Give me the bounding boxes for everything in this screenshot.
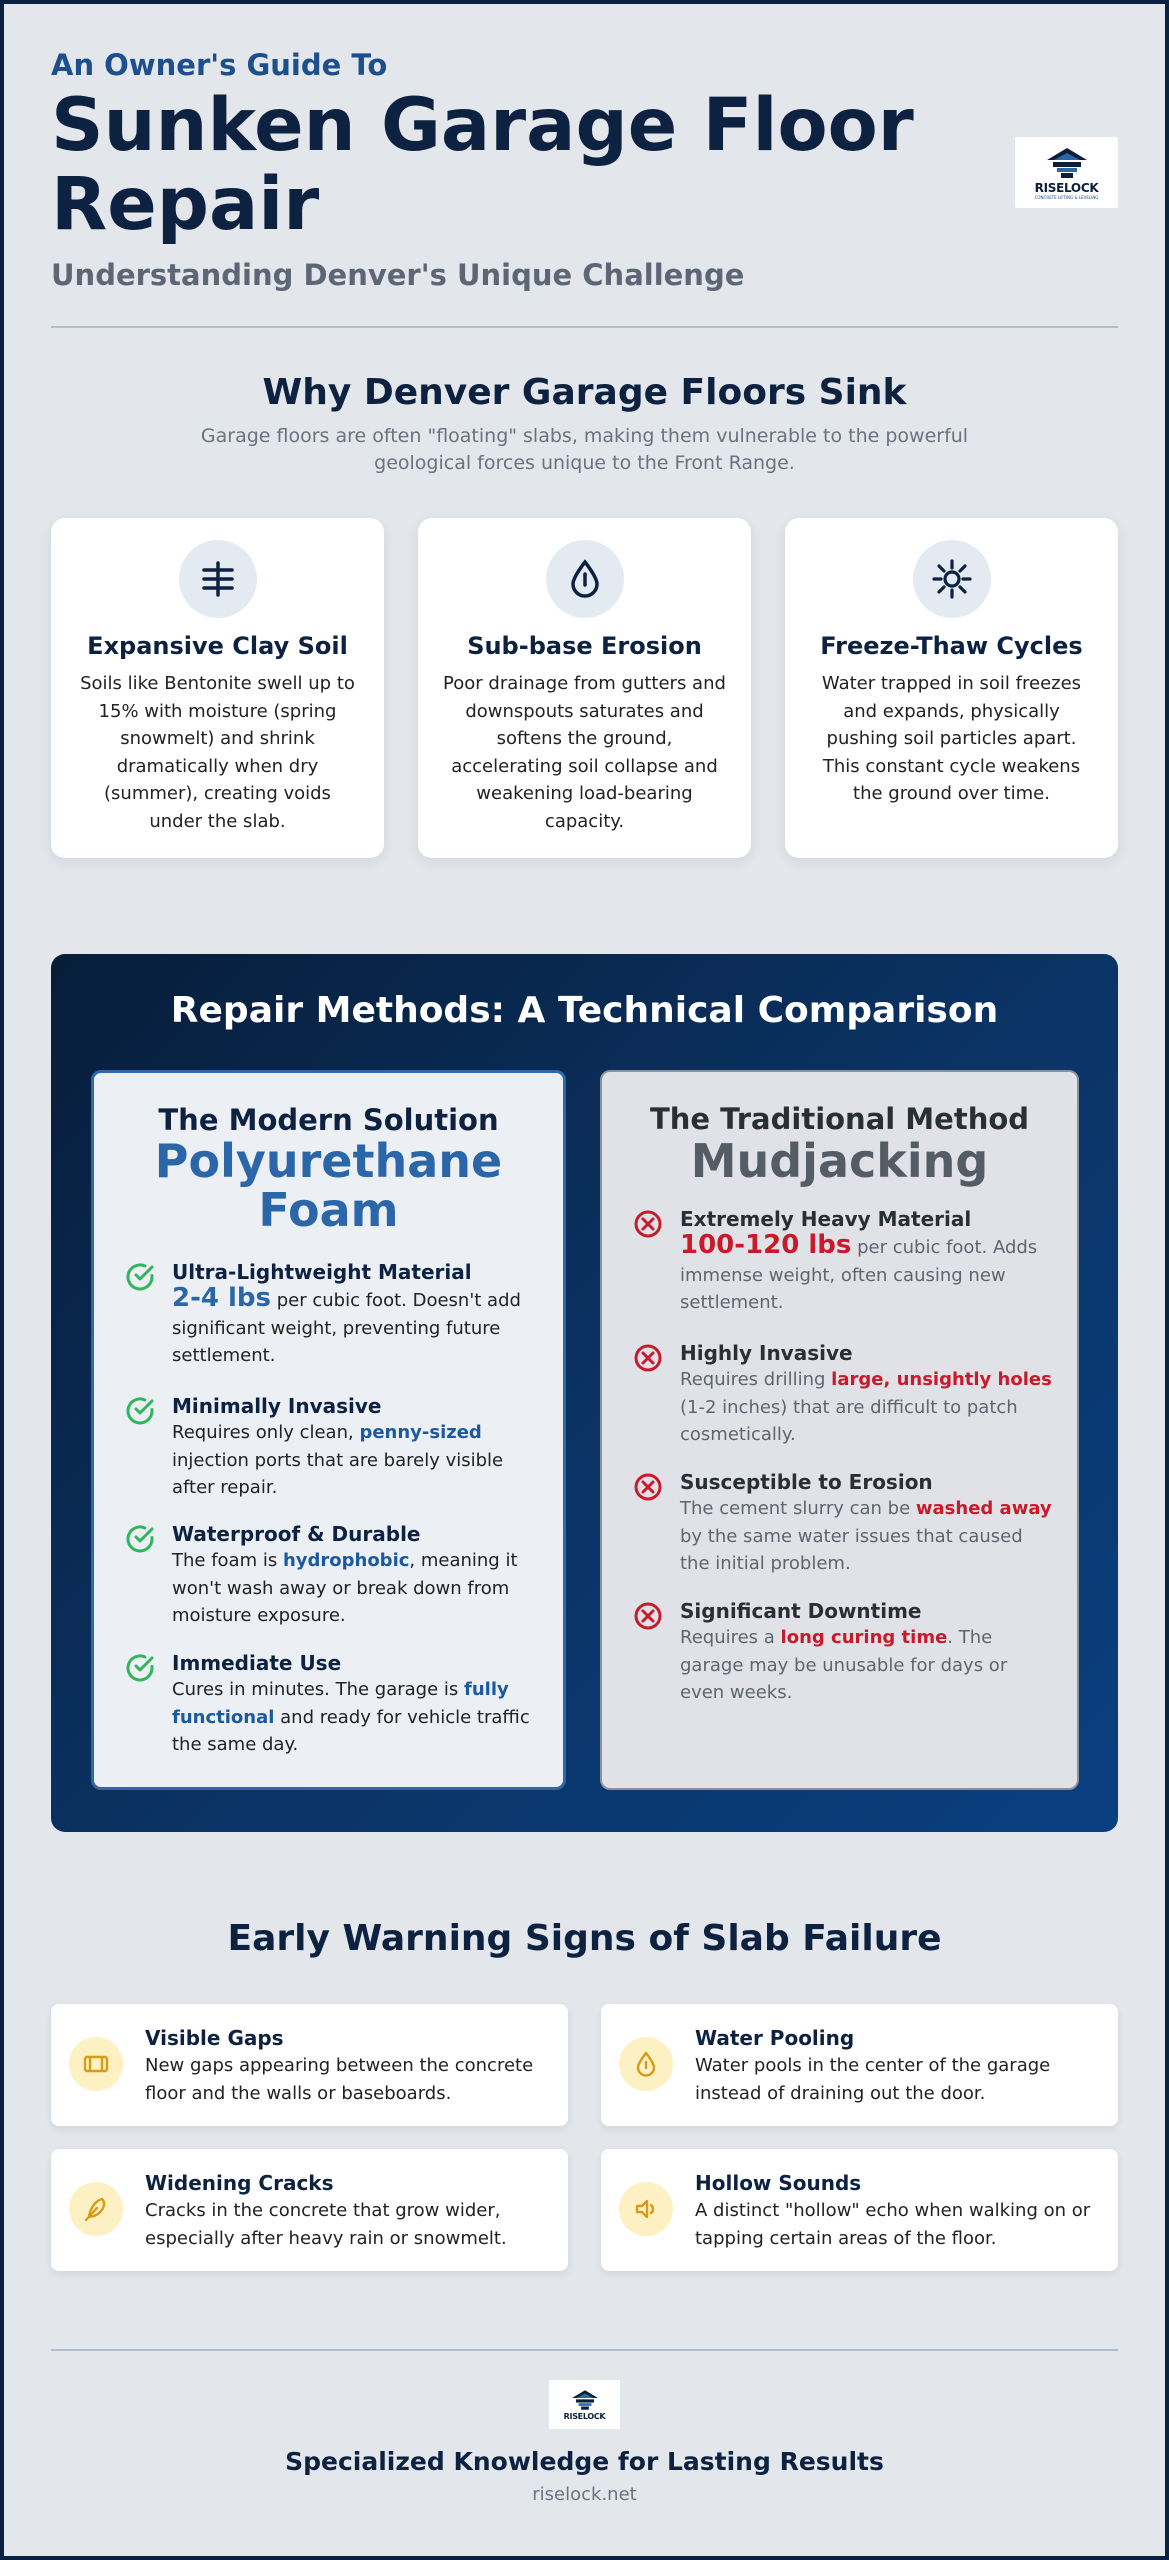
drawback-stat: 100-120 lbs	[680, 1230, 852, 1260]
feature-text	[172, 1419, 543, 1502]
warning-card-gaps	[51, 2004, 568, 2126]
check-circle-icon	[124, 1261, 156, 1293]
drawback-desc: The cement slurry can be	[680, 1498, 916, 1519]
drawback-highlight: long curing time	[780, 1627, 948, 1648]
feature-item	[124, 1259, 543, 1370]
feature-highlight: fully functional	[172, 1679, 509, 1728]
warning-card-cracks	[51, 2149, 568, 2271]
cause-title: Freeze-Thaw Cycles	[820, 632, 1083, 660]
check-circle-icon	[124, 1523, 156, 1555]
drawback-highlight: large, unsightly holes	[831, 1369, 1052, 1390]
traditional-method-card	[600, 1070, 1079, 1790]
sun-snow-icon	[913, 540, 991, 618]
traditional-label: The Traditional Method	[649, 1102, 1030, 1136]
traditional-name: Mudjacking	[690, 1134, 989, 1188]
divider	[51, 326, 1118, 328]
drawback-desc: (1-2 inches) that are difficult to patch cosmetically.	[680, 1396, 1018, 1445]
drawback-desc: per cubic foot. Adds immense weight, often causing new settlement.	[680, 1237, 1038, 1313]
feature-highlight: hydrophobic	[282, 1550, 410, 1571]
warnings-title: Early Warning Signs of Slab Failure	[227, 1918, 942, 1959]
modern-name: Polyurethane Foam	[154, 1134, 503, 1237]
feature-title: Waterproof & Durable	[172, 1522, 421, 1546]
feature-text	[172, 1547, 543, 1630]
water-drop-icon	[546, 540, 624, 618]
x-circle-icon	[632, 1208, 664, 1240]
footer-title: Specialized Knowledge for Lasting Results	[285, 2447, 884, 2476]
feature-desc: and ready for vehicle traffic the same day.	[172, 1706, 530, 1755]
drawback-item	[632, 1598, 1057, 1707]
feature-desc: Requires only clean,	[172, 1422, 360, 1443]
feature-item	[124, 1650, 543, 1759]
speaker-icon	[619, 2182, 673, 2236]
feature-stat: 2-4 lbs	[172, 1283, 272, 1313]
drawback-title: Highly Invasive	[680, 1341, 853, 1365]
logo-tagline: CONCRETE LIFTING & LEVELING	[1034, 194, 1099, 200]
feature-desc: , meaning it won't wash away or break down from moisture exposure.	[172, 1550, 518, 1626]
house-lift-icon	[570, 2389, 600, 2411]
feature-text	[172, 1285, 543, 1370]
drawback-item	[632, 1340, 1057, 1449]
warning-title: Visible Gaps	[145, 2026, 284, 2050]
cause-card-freeze	[785, 518, 1118, 858]
warning-text: Cracks in the concrete that grow wider, especially after heavy rain or snowmelt.	[145, 2200, 507, 2249]
page-subtitle: Understanding Denver's Unique Challenge	[51, 258, 745, 292]
why-title: Why Denver Garage Floors Sink	[262, 372, 907, 413]
cause-title: Expansive Clay Soil	[87, 632, 348, 660]
cause-title: Sub-base Erosion	[467, 632, 702, 660]
warning-title: Water Pooling	[695, 2026, 855, 2050]
warning-text: New gaps appearing between the concrete floor and the walls or baseboards.	[145, 2055, 534, 2104]
repair-comparison-panel	[51, 954, 1118, 1832]
drawback-title: Extremely Heavy Material	[680, 1207, 972, 1231]
feature-title: Minimally Invasive	[172, 1394, 382, 1418]
warning-text: A distinct "hollow" echo when walking on or tapping certain areas of the floor.	[695, 2200, 1091, 2249]
why-description: Garage floors are often "floating" slabs, making them vulnerable to the powerful geological forces unique to the Front Range.	[200, 425, 969, 474]
drawback-item	[632, 1469, 1057, 1578]
divider	[51, 2349, 1118, 2351]
drawback-desc: by the same water issues that caused the initial problem.	[680, 1525, 1023, 1574]
warning-card-pooling	[601, 2004, 1118, 2126]
warning-title: Widening Cracks	[145, 2171, 334, 2195]
x-circle-icon	[632, 1471, 664, 1503]
logo-name: RISELOCK	[1034, 180, 1099, 195]
feature-desc: The foam is	[172, 1550, 283, 1571]
feature-title: Immediate Use	[172, 1651, 342, 1675]
feature-desc: injection ports that are barely visible after repair.	[172, 1449, 504, 1498]
feature-item	[124, 1393, 543, 1502]
modern-method-card	[91, 1070, 566, 1790]
page-title: Sunken Garage Floor Repair	[51, 83, 914, 247]
drawback-text	[680, 1624, 1057, 1707]
page-header	[51, 46, 1118, 316]
drawback-desc: Requires a	[680, 1627, 781, 1648]
drawback-title: Susceptible to Erosion	[680, 1470, 933, 1494]
drawback-text	[680, 1495, 1057, 1578]
warning-card-hollow	[601, 2149, 1118, 2271]
check-circle-icon	[124, 1652, 156, 1684]
cause-text: Water trapped in soil freezes and expands, physically pushing soil particles apart. This constant cycle weakens the ground over time.	[821, 673, 1082, 804]
gap-icon	[69, 2037, 123, 2091]
check-circle-icon	[124, 1395, 156, 1427]
warning-title: Hollow Sounds	[695, 2171, 862, 2195]
modern-label: The Modern Solution	[158, 1103, 499, 1137]
soil-layers-icon	[179, 540, 257, 618]
x-circle-icon	[632, 1342, 664, 1374]
footer-link[interactable]: riselock.net	[532, 2484, 637, 2505]
drawback-desc: . The garage may be unusable for days or even weeks.	[680, 1627, 1008, 1703]
feature-text	[172, 1676, 543, 1759]
drawback-title: Significant Downtime	[680, 1599, 922, 1623]
brand-logo[interactable]	[1015, 137, 1118, 208]
feature-highlight: penny-sized	[359, 1422, 482, 1443]
feature-desc: Cures in minutes. The garage is	[172, 1679, 464, 1700]
logo-name: RISELOCK	[563, 2411, 606, 2421]
cause-text: Soils like Bentonite swell up to 15% with moisture (spring snowmelt) and shrink dramatically when dry (summer), creating voids under the slab.	[80, 673, 355, 832]
feature-title: Ultra-Lightweight Material	[172, 1260, 472, 1284]
drawback-text	[680, 1232, 1057, 1317]
warning-text: Water pools in the center of the garage instead of draining out the door.	[695, 2055, 1051, 2104]
cause-card-erosion	[418, 518, 751, 858]
drawback-text	[680, 1366, 1057, 1449]
feature-item	[124, 1521, 543, 1630]
feature-desc: per cubic foot. Doesn't add significant weight, preventing future settlement.	[172, 1290, 521, 1366]
warnings-header	[51, 1918, 1118, 1968]
repair-title: Repair Methods: A Technical Comparison	[170, 990, 999, 1031]
cause-card-clay	[51, 518, 384, 858]
drawback-item	[632, 1206, 1057, 1317]
drawback-highlight: washed away	[915, 1498, 1052, 1519]
water-drop-icon	[619, 2037, 673, 2091]
x-circle-icon	[632, 1600, 664, 1632]
header-eyebrow: An Owner's Guide To	[51, 48, 388, 82]
footer-logo[interactable]	[549, 2380, 620, 2429]
crack-icon	[69, 2182, 123, 2236]
house-lift-icon	[1044, 146, 1090, 180]
drawback-desc: Requires drilling	[680, 1369, 832, 1390]
cause-text: Poor drainage from gutters and downspouts saturates and softens the ground, accelerating soil collapse and weakening load-bearing capacity.	[443, 673, 726, 832]
